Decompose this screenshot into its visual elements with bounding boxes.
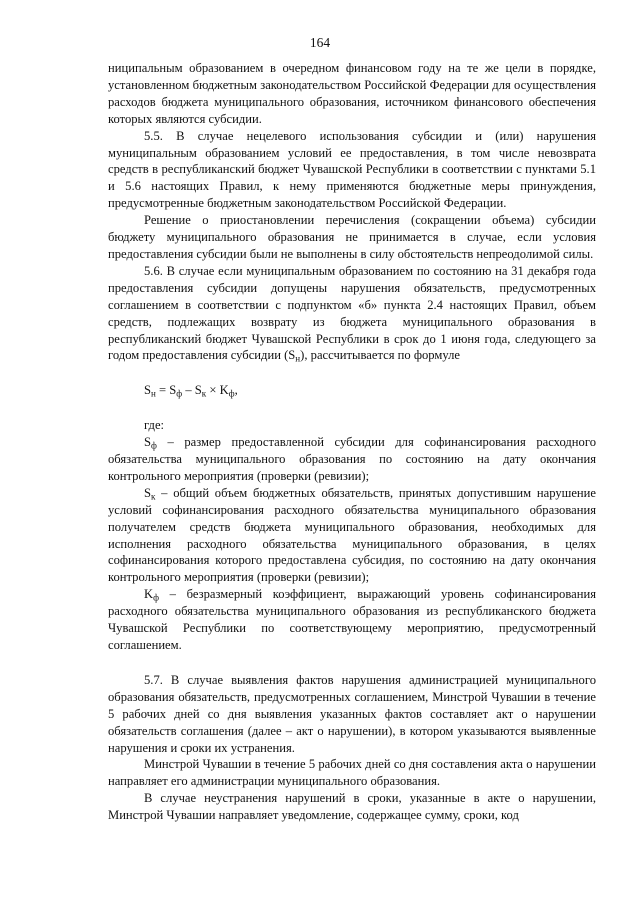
paragraph-5-6 [108, 263, 596, 364]
definition-kf: $K_ф$ – безразмерный коэффициент, выражающий уровень софинансирования расходного обязательства муниципального образования из республиканского бюджета Чувашской Республики по соответствующему мероприятию, предусмотренный соглашением. [108, 587, 596, 652]
paragraph-suspension-decision: Решение о приостановлении перечисления (сокращении объема) субсидии бюджету муниципального образования не принимается в случае, если условия предоставления субсидии были не выполнены в силу обстоятельств непреодолимой силы. [108, 213, 596, 261]
page-number: 164 [309, 35, 331, 50]
subscript-n: н [295, 353, 301, 364]
definition-sf: $S_ф$ – размер предоставленной субсидии для софинансирования расходного обязательства муниципального образования по состоянию на дату окончания контрольного мероприятия (проверки (ревизии); [108, 435, 596, 483]
definition-sk: $S_к$ – общий объем бюджетных обязательств, принятых допустившим нарушение условий софинансирования расходного обязательства муниципального образования получателем средств бюджета муниципального образования, необходимых для исполнения расходного обязательства муниципального образования, в целях софинансирования которого предоставлена субсидия, по состоянию на дату окончания контрольного мероприятия (проверки (ревизии); [108, 485, 596, 585]
where-label: где: [144, 418, 165, 433]
document-body [108, 60, 596, 824]
paragraph-5-7: 5.7. В случае выявления фактов нарушения администрацией муниципального образования обязательств, предусмотренных соглашением, Минстрой Чувашии в течение 5 рабочих дней со дня выявления указанных фактов составляет акт о нарушении обязательств соглашения (далее – акт о нарушении), в котором указываются выявленные нарушения и сроки их устранения. [108, 672, 596, 755]
paragraph-5-5: 5.5. В случае нецелевого использования субсидии и (или) нарушения муниципальным образованием условий ее предоставления, в том числе невозврата средств в республиканский бюджет Чувашской Республики в соответствии с пунктами 5.1 и 5.6 настоящих Правил, к нему применяются бюджетные меры принуждения, предусмотренные бюджетным законодательством Российской Федерации. [108, 128, 596, 211]
spacer [108, 654, 596, 672]
paragraph-5-6-text: 5.6. В случае если муниципальным образованием по состоянию на 31 декабря года предоставления субсидии допущены нарушения обязательств, предусмотренных соглашением в соответствии с подпунктом «б» пункта 2.4 настоящих Правил, объем средств, подлежащих возврату из бюджета муниципального образования в республиканский бюджет Чувашской Республики в срок до 1 июня года, следующего за годом предоставления субсидии (S [108, 263, 596, 363]
paragraph-continuation: ниципальным образованием в очередном финансовом году на те же цели в порядке, установленном бюджетным законодательством Российской Федерации для осуществления расходов бюджета муниципального образования, источником финансового обеспечения которых являются субсидии. [108, 61, 596, 126]
paragraph-non-elimination: В случае неустранения нарушений в сроки, указанные в акте о нарушении, Минстрой Чувашии направляет уведомление, содержащее сумму, сроки, код [108, 791, 596, 823]
paragraph-5-6-tail: ), рассчитывается по формуле [300, 348, 460, 363]
formula: $S_н = S_ф - S_к \times K_ф$, [144, 383, 238, 399]
paragraph-act-delivery: Минстрой Чувашии в течение 5 рабочих дней со дня составления акта о нарушении направляет его администрации муниципального образования. [108, 757, 596, 789]
